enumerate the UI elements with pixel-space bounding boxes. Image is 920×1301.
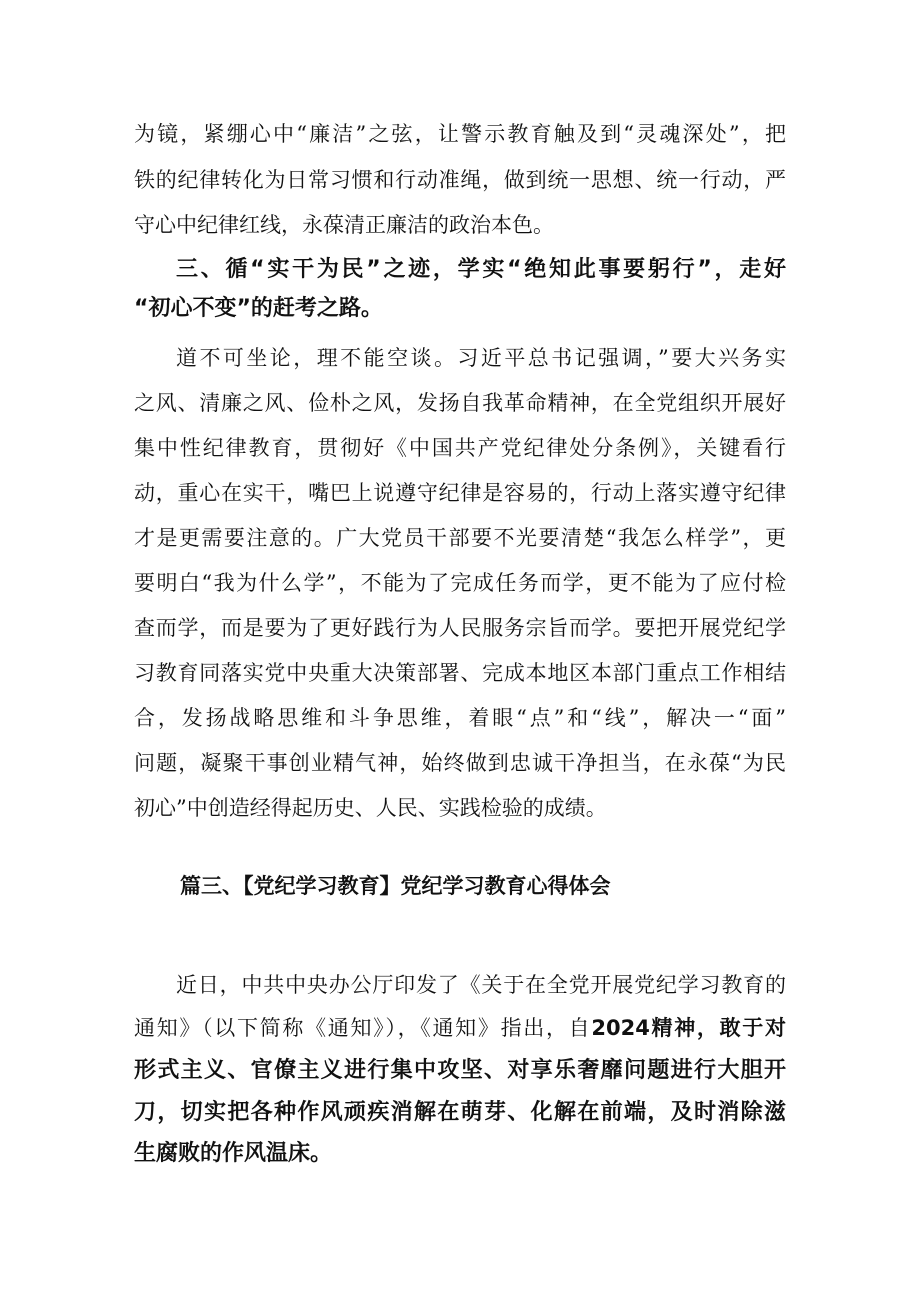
paragraph-line-bold: 形式主义、官僚主义进行集中攻坚、对享乐奢靡问题进行大胆开 (134, 1058, 786, 1083)
paragraph-line: 动，重心在实干，嘴巴上说遵守纪律是容易的，行动上落实遵守纪律 (134, 481, 786, 505)
paragraph-line-bold: 刀，切实把各种作风顽疾消解在萌芽、化解在前端，及时消除滋 (134, 1100, 786, 1125)
paragraph-line: 守心中纪律红线，永葆清正廉洁的政治本色。 (134, 213, 554, 237)
paragraph-line-bold: 生腐败的作风温床。 (134, 1141, 333, 1166)
paragraph-line: 习教育同落实党中央重大决策部署、完成本地区本部门重点工作相结 (134, 661, 786, 685)
paragraph-line: 为镜，紧绷心中“廉洁”之弦，让警示教育触及到“灵魂深处”，把 (134, 122, 786, 146)
article-title: 篇三、【党纪学习教育】党纪学习教育心得体会 (180, 874, 611, 898)
paragraph-line: 问题，凝聚干事创业精气神，始终做到忠诚干净担当，在永葆“为民 (134, 751, 786, 775)
section-heading-line: 三、循“实干为民”之迹，学实“绝知此事要躬行”，走好 (176, 257, 786, 282)
paragraph-segment-bold: 2024精神，敢于对 (591, 1016, 786, 1040)
paragraph-line: 初心”中创造经得起历史、人民、实践检验的成绩。 (134, 796, 607, 820)
paragraph-line: 要明白“我为什么学”，不能为了完成任务而学，更不能为了应付检 (134, 571, 786, 595)
paragraph-line: 近日，中共中央办公厅印发了《关于在全党开展党纪学习教育的 (176, 973, 786, 997)
paragraph-line: 之风、清廉之风、俭朴之风，发扬自我革命精神，在全党组织开展好 (134, 391, 786, 415)
paragraph-line: 合，发扬战略思维和斗争思维，着眼“点”和“线”，解决一“面” (134, 706, 786, 730)
section-heading-line: “初心不变”的赶考之路。 (134, 296, 383, 321)
paragraph-line: 才是更需要注意的。广大党员干部要不光要清楚“我怎么样学”，更 (134, 526, 786, 550)
paragraph-segment: 通知》（以下简称《通知》），《通知》指出，自 (134, 1016, 592, 1040)
paragraph-line (134, 1015, 786, 1041)
paragraph-line: 铁的纪律转化为日常习惯和行动准绳，做到统一思想、统一行动，严 (134, 168, 786, 192)
paragraph-line: 集中性纪律教育，贯彻好《中国共产党纪律处分条例》，关键看行 (134, 436, 786, 460)
paragraph-line: 查而学，而是要为了更好践行为人民服务宗旨而学。要把开展党纪学 (134, 616, 786, 640)
paragraph-line: 道不可坐论，理不能空谈。习近平总书记强调，”要大兴务实 (176, 346, 786, 370)
